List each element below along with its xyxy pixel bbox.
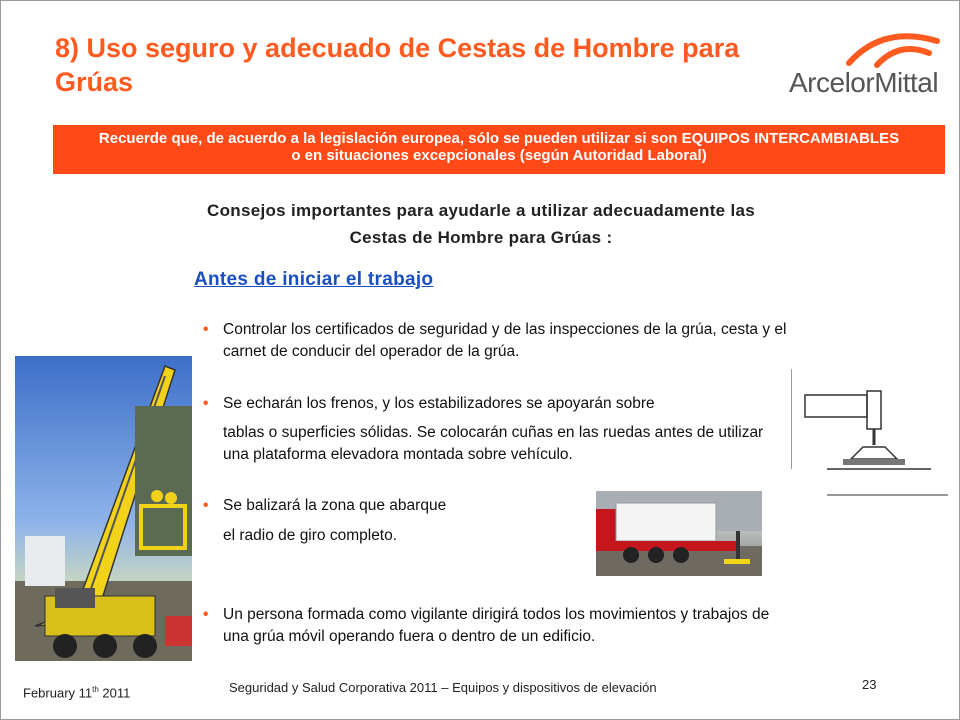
bullet-item [203,495,493,547]
subtitle-line-1: Consejos importantes para ayudarle a utilizar adecuadamente las [207,201,755,220]
footer-date-suffix: th [92,685,99,694]
arcelormittal-logo [783,23,953,103]
bullet-icon: • [203,321,209,338]
bullet-icon: • [203,497,209,514]
bullet-item [203,604,793,648]
bullet-text: Un persona formada como vigilante dirigirá todos los movimientos y trabajos de una grúa móvil operando fuera o dentro de un edificio. [223,606,770,645]
bullet-text-continued: el radio de giro completo. [223,527,398,544]
bullet-icon: • [203,395,209,412]
bullet-text: Se balizará la zona que abarque [223,497,447,514]
legislation-banner: Recuerde que, de acuerdo a la legislación europea, sólo se pueden utilizar si son EQUIPOS INTERCAMBIABLES o en situaciones excepcionales (según Autoridad Laboral) [53,125,945,174]
footer-date-prefix: February 11 [23,685,93,701]
logo-arc-icon [843,23,943,69]
section-heading: Antes de iniciar el trabajo [194,269,434,290]
logo-wordmark: ArcelorMittal [789,67,939,98]
bullet-item [203,393,793,466]
bullet-text-continued: tablas o superficies sólidas. Se colocarán cuñas en las ruedas antes de utilizar una plataforma elevadora montada sobre vehículo. [223,424,764,463]
truck-photo [596,491,762,576]
bullet-icon: • [203,606,209,623]
slide-title: 8) Uso seguro y adecuado de Cestas de Hombre para Grúas [55,33,740,97]
subtitle-line-2: Cestas de Hombre para Grúas : [349,228,613,247]
footer-date-year: 2011 [98,685,131,701]
footer-date [23,685,130,700]
page-number: 23 [862,677,877,692]
crane-photo [15,356,192,661]
bullet-text: Controlar los certificados de seguridad y de las inspecciones de la grúa, cesta y el carnet de conducir del operador de la grúa. [223,321,787,360]
bullet-text: Se echarán los frenos, y los estabilizadores se apoyarán sobre [223,395,655,412]
outrigger-diagram [791,369,948,497]
footer-caption: Seguridad y Salud Corporativa 2011 – Equipos y dispositivos de elevación [229,680,657,695]
bullet-item [203,319,793,363]
subtitle [121,197,841,251]
